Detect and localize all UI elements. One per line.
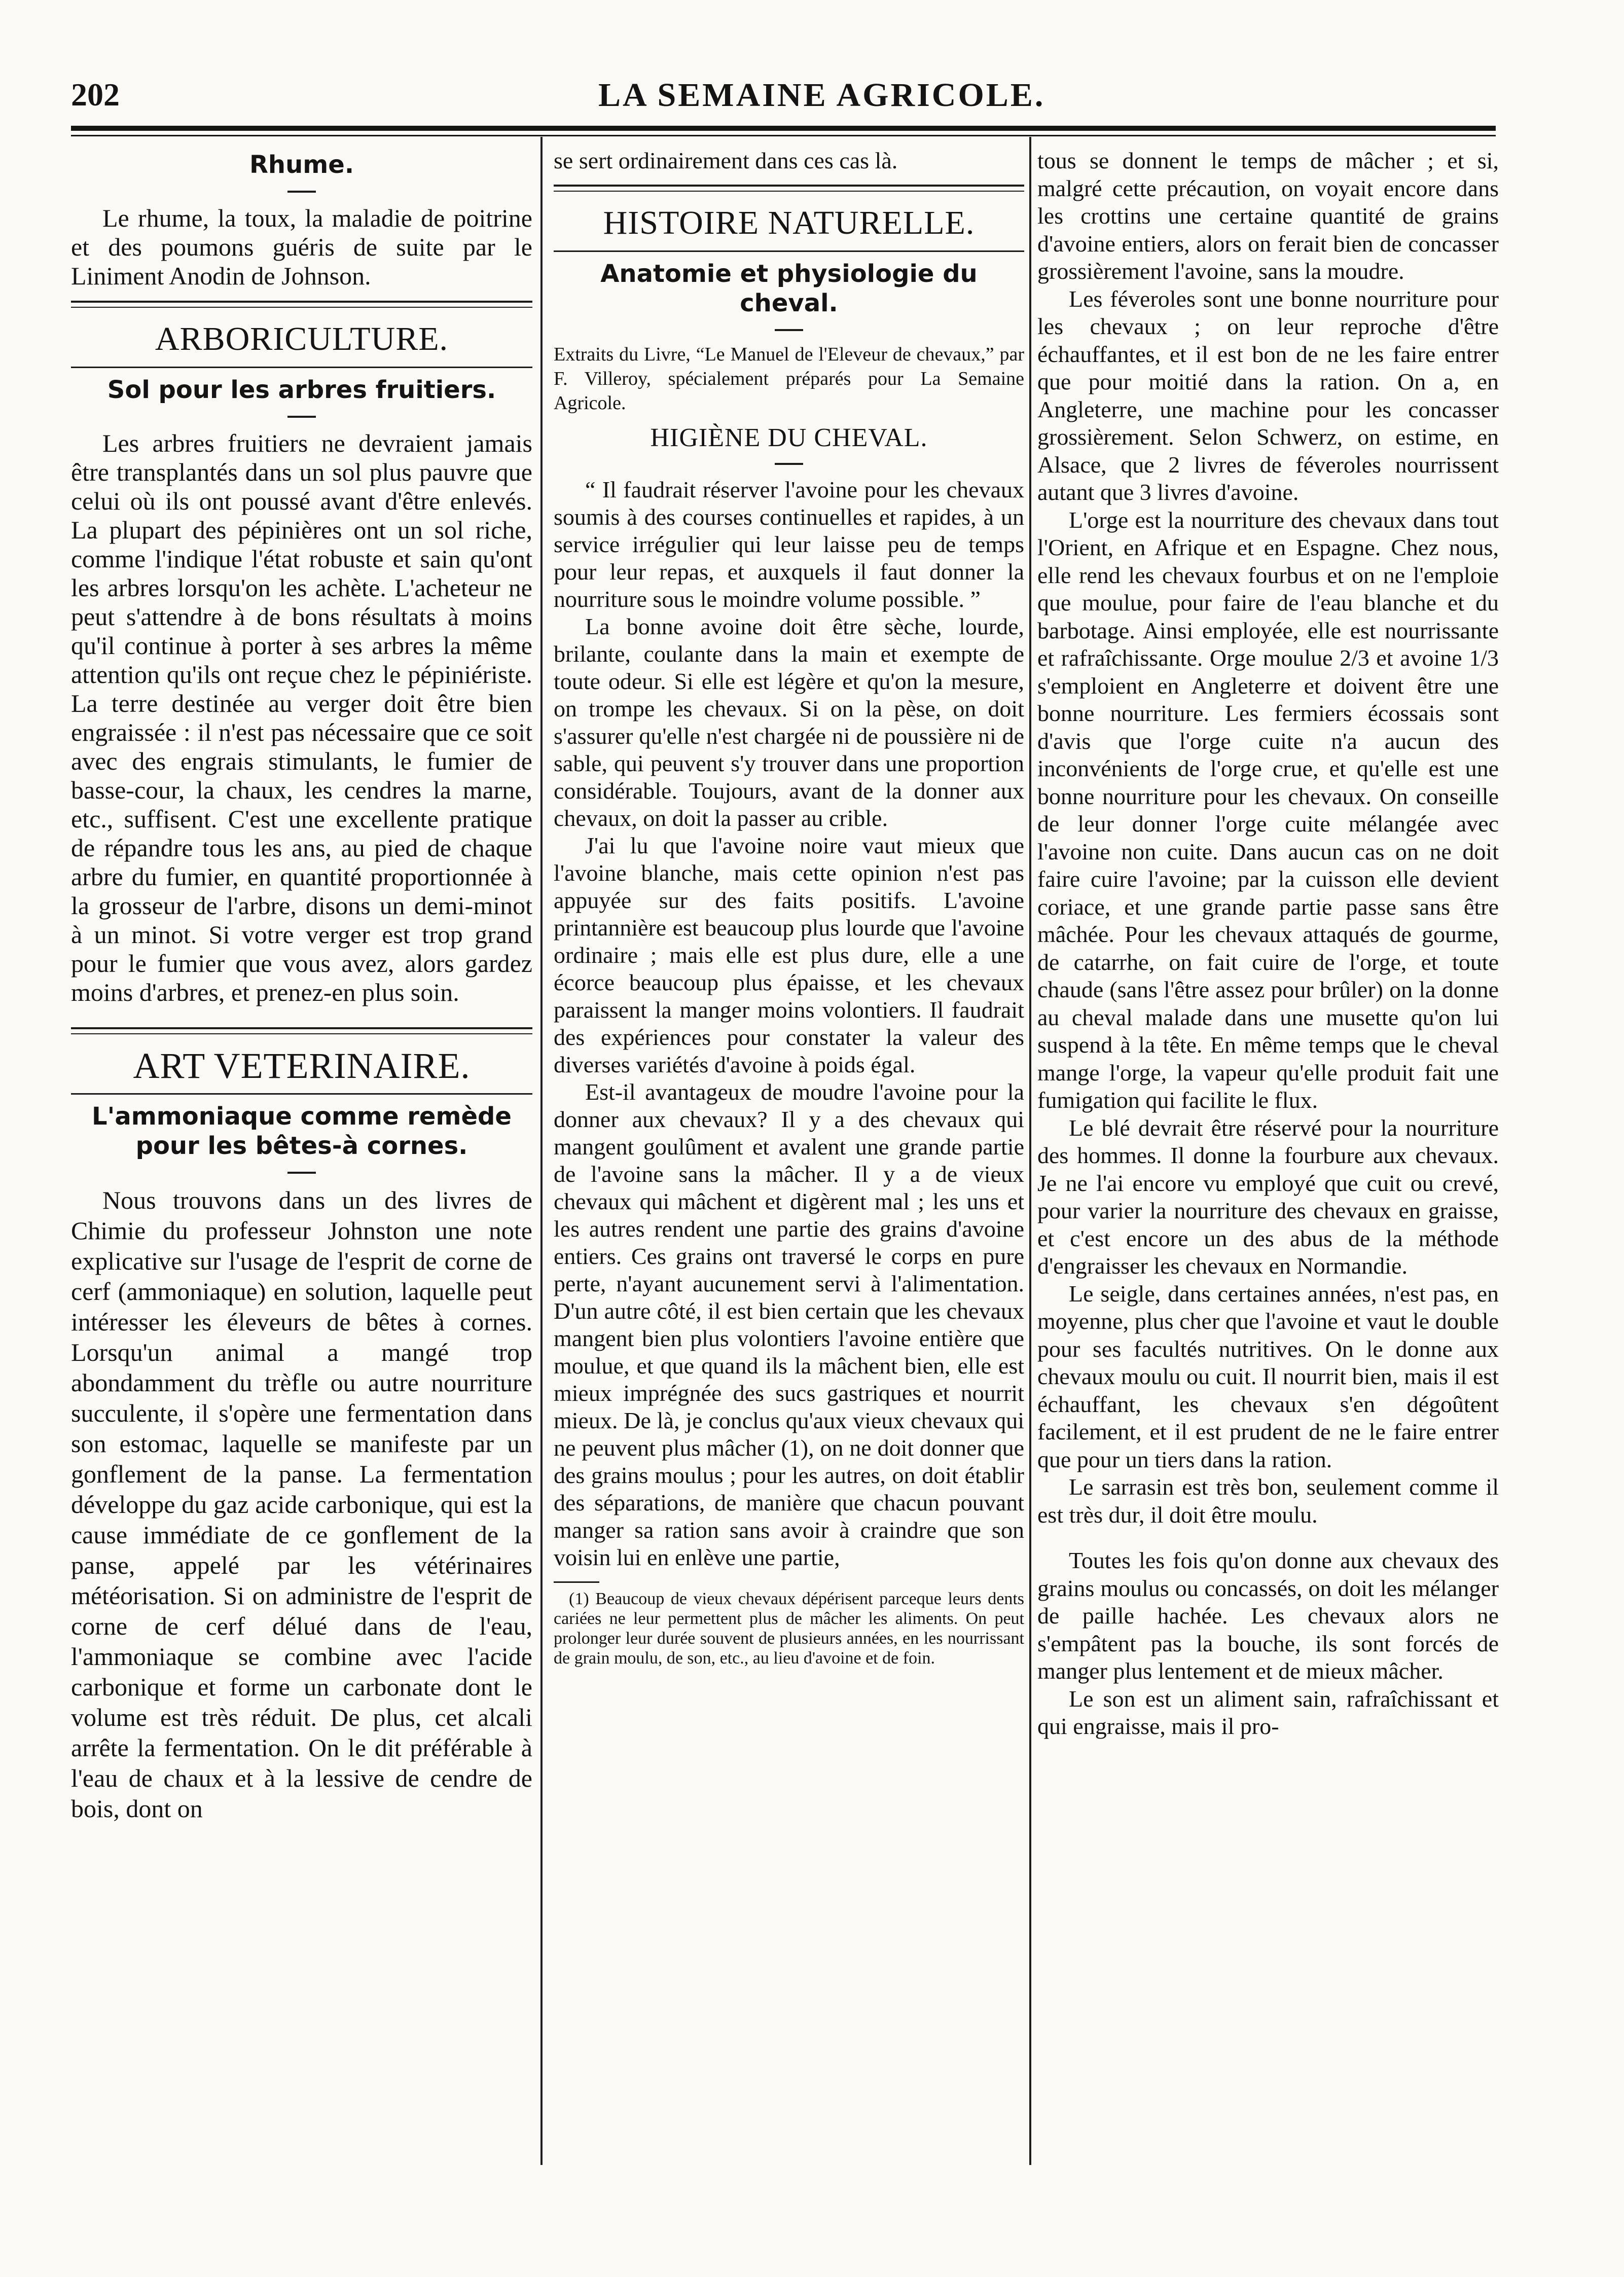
column-1 [71, 147, 532, 1824]
section-title-art-veterinaire: ART VETERINAIRE. [133, 1045, 471, 1086]
article-title-anatomie: Anatomie et physiologie du cheval. [600, 260, 978, 317]
header-rule-thin [71, 135, 1496, 136]
column-3 [1037, 147, 1499, 1741]
article-sol-paragraph: Les arbres fruitiers ne devraient jamais être transplantés dans un sol plus pauvre que celui où ils ont poussé avant d'être enlevés. La plupart des pépinières ont un sol riche, comme l'indique l'état robuste et sain qu'ont les arbres lorsqu'on les achète. L'acheteur ne peut s'attendre à de bons résultats à moins qu'il continue à porter à ses arbres la même attention qu'ils ont reçue chez le pépiniériste. La terre destinée au verger doit être bien engraissée : il n'est pas nécessaire que ce soit avec des engrais stimulants, le fumier de basse-cour, la chaux, les cendres la marne, etc., suffisent. C'est une excellente pratique de répandre tous les ans, au pied de chaque arbre du fumier, en quantité proportionnée à la grosseur de l'arbre, disons un demi-minot à un minot. Si votre verger est trop grand pour le fumier que vous avez, alors gardez moins d'arbres, et prenez-en plus soin. [71, 429, 532, 1006]
column-divider-right [1029, 137, 1031, 2165]
page-number: 202 [71, 77, 120, 113]
paragraph-4: Est-il avantageux de moudre l'avoine pour la donner aux chevaux? Il y a des chevaux qui mangent goulûment et avalent une grande partie de l'avoine sans la mâcher. Il y a de vieux chevaux qui mâchent et digèrent mal ; les uns et les autres rendent une partie des grains d'avoine entiers. Ces grains ont traversé le corps en pure perte, n'ayant aucunement servi à l'alimentation. D'un autre côté, il est bien certain que les chevaux mangent bien plus volontiers l'avoine entière que moulue, et que quand ils la mâchent bien, elle est mieux imprégnée des sucs gastriques et nourrit mieux. De là, je conclus qu'aux vieux chevaux qui ne peuvent plus mâcher (1), on ne doit donner que des grains moulus ; pour les autres, on doit établir des séparations, de manière que chacun pouvant manger sa ration sans avoir à craindre que son voisin lui en enlève une partie, [554, 1079, 1024, 1570]
dash-divider [775, 329, 803, 331]
section-title-arboriculture: ARBORICULTURE. [155, 320, 449, 357]
section-divider [554, 185, 1024, 192]
subheading-higiene: HIGIÈNE DU CHEVAL. [650, 423, 928, 452]
dash-divider [287, 416, 316, 418]
rhume-title: Rhume. [249, 151, 354, 179]
paragraph-2: La bonne avoine doit être sèche, lourde, brilante, coulante dans la main et exempte de toute odeur. Si elle est légère et qu'on la mesure, on trompe les chevaux. Si on la pèse, on doit s'assurer qu'elle n'est chargée ni de poussière ni de sable, qui peuvent s'y trouver dans une proportion considérable. Toujours, avant de la donner aux chevaux, on doit la passer au crible. [554, 613, 1024, 831]
paragraph-1: “ Il faudrait réserver l'avoine pour les chevaux soumis à des courses continuelles et rapides, à un service irrégulier qui leur laisse peu de temps pour leur repas, et auxquels il faut donner la nourriture sous le moindre volume possible. ” [554, 477, 1024, 612]
section-divider [71, 1027, 532, 1034]
rhume-text: Le rhume, la toux, la maladie de poitrine et des poumons guéris de suite par le Liniment Anodin de Johnson. [71, 204, 532, 290]
journal-title: LA SEMAINE AGRICOLE. [598, 77, 1045, 114]
dash-divider [287, 191, 316, 193]
paragraph-son: Le son est un aliment sain, rafraîchissant et qui engraisse, mais il pro- [1037, 1685, 1499, 1739]
paragraph-feveroles: Les féveroles sont une bonne nourriture pour les chevaux ; on leur reproche d'être échauffantes, et il est bon de ne les faire entrer que pour moitié dans la ration. On a, en Angleterre, une machine pour les concasser grossièrement. Selon Schwerz, on estime, en Alsace, que 2 livres de féveroles nourrissent autant que 3 livres d'avoine. [1037, 285, 1499, 505]
paragraph-orge: L'orge est la nourriture des chevaux dans tout l'Orient, en Afrique et en Espagne. Chez nous, elle rend les chevaux fourbus et on ne l'emploie que moulue, pour faire de l'eau blanche et du barbotage. Ainsi employée, elle est nourrissante et rafraîchissante. Orge moulue 2/3 et avoine 1/3 s'emploient en Angleterre et doivent être une bonne nourriture. Les fermiers écossais sont d'avis que l'orge cuite n'a aucun des inconvénients de l'orge crue, et qu'elle est une bonne nourriture pour les chevaux. On conseille de leur donner l'orge cuite mélangée avec l'avoine non cuite. Dans aucun cas on ne doit faire cuire l'avoine; par la cuisson elle devient coriace, et une grande partie passe sans être mâchée. Pour les chevaux attaqués de gourme, de catarrhe, on fait cuire de l'orge, et toute chaude (sans l'être assez pour brûler) on la donne au cheval malade dans une musette qu'on lui suspend à la tête. En même temps que le cheval mange l'orge, la vapeur qu'elle produit fait une fumigation qui facilite le flux. [1037, 507, 1499, 1113]
column-2 [554, 147, 1024, 1668]
continuation-text: se sert ordinairement dans ces cas là. [554, 148, 898, 173]
paragraph-3: J'ai lu que l'avoine noire vaut mieux que l'avoine blanche, mais cette opinion n'est pas appuyée sur des faits positifs. L'avoine printannière est beaucoup plus lourde que l'avoine ordinaire ; mais elle est plus dure, elle a une écorce beaucoup plus épaisse, et les chevaux paraissent la manger moins volontiers. Il faudrait des expériences pour constater la valeur des diverses variétés d'avoine à poids égal. [554, 833, 1024, 1077]
title-rule [554, 250, 1024, 252]
paragraph-gap [1037, 1529, 1499, 1547]
article-ammoniaque-paragraph: Nous trouvons dans un des livres de Chimie du professeur Johnston une note explicative sur l'usage de l'esprit de corne de cerf (ammoniaque) en solution, laquelle peut intéresser les éleveurs de bêtes à cornes. Lorsqu'un animal a mangé trop abondamment du trèfle ou autre nourriture succulente, il s'opère une fermentation dans son estomac, laquelle se manifeste par un gonflement de la panse. La fermentation développe du gaz acide carbonique, qui est la cause immédiate de ce gonflement de la panse, appelé par les vétérinaires météorisation. Si on administre de l'esprit de corne de cerf délué dans de l'eau, l'ammoniaque se combine avec l'acide carbonique et forme un carbonate dont le volume est très réduit. De plus, cet alcali arrête la fermentation. On le dit préférable à l'eau de chaux et à la lessive de cendre de bois, dont on [71, 1186, 532, 1823]
header-rule-thick [71, 126, 1496, 131]
section-title-histoire-naturelle: HISTOIRE NATURELLE. [603, 204, 975, 241]
paragraph-sarrasin: Le sarrasin est très bon, seulement comme il est très dur, il doit être moulu. [1037, 1474, 1499, 1528]
paragraph-grains-moulus: Toutes les fois qu'on donne aux chevaux des grains moulus ou concassés, on doit les mélanger de paille hachée. Les chevaux alors ne s'empâtent pas la bouche, ils sont forcés de manger plus lentement et de mieux mâcher. [1037, 1547, 1499, 1684]
title-rule [71, 367, 532, 368]
article-title-sol: Sol pour les arbres fruitiers. [107, 376, 496, 404]
section-divider [71, 301, 532, 308]
column-divider-left [540, 137, 543, 2165]
dash-divider [775, 463, 803, 465]
paragraph-1: tous se donnent le temps de mâcher ; et si, malgré cette précaution, on voyait encore dans les crottins une certaine quantité de grains d'avoine entiers, alors on ferait bien de concasser grossièrement l'avoine, sans la moudre. [1037, 148, 1499, 284]
paragraph-ble: Le blé devrait être réservé pour la nourriture des hommes. Il donne la fourbure aux chevaux. Je ne l'ai encore vu employé que cuit ou crevé, pour varier la nourriture des chevaux en graisse, et c'est encore un des abus de la méthode d'engraisser les chevaux en Normandie. [1037, 1114, 1499, 1279]
dash-divider [287, 1172, 316, 1174]
footnote: (1) Beaucoup de vieux chevaux dépérisent parceque leurs dents cariées ne leur permettent plus de mâcher les aliments. On peut prolonger leur durée souvent de plusieurs années, en les nourrissant de grain moulu, de son, etc., au lieu d'avoine et de foin. [554, 1589, 1024, 1668]
paragraph-seigle: Le seigle, dans certaines années, n'est pas, en moyenne, plus cher que l'avoine et vaut le double pour ses facultés nutritives. On le donne aux chevaux moulu ou cuit. Il nourrit bien, mais il est échauffant, les chevaux s'en dégoûtent facilement, et il est prudent de ne le faire entrer que pour un tiers dans la ration. [1037, 1280, 1499, 1472]
article-title-ammoniaque: L'ammoniaque comme remède pour les bêtes-à cornes. [92, 1102, 512, 1160]
footnote-separator [554, 1581, 599, 1583]
article-intro: Extraits du Livre, “Le Manuel de l'Eleveur de chevaux,” par F. Villeroy, spécialement préparés pour La Semaine Agricole. [554, 344, 1024, 414]
title-rule [71, 1093, 532, 1095]
